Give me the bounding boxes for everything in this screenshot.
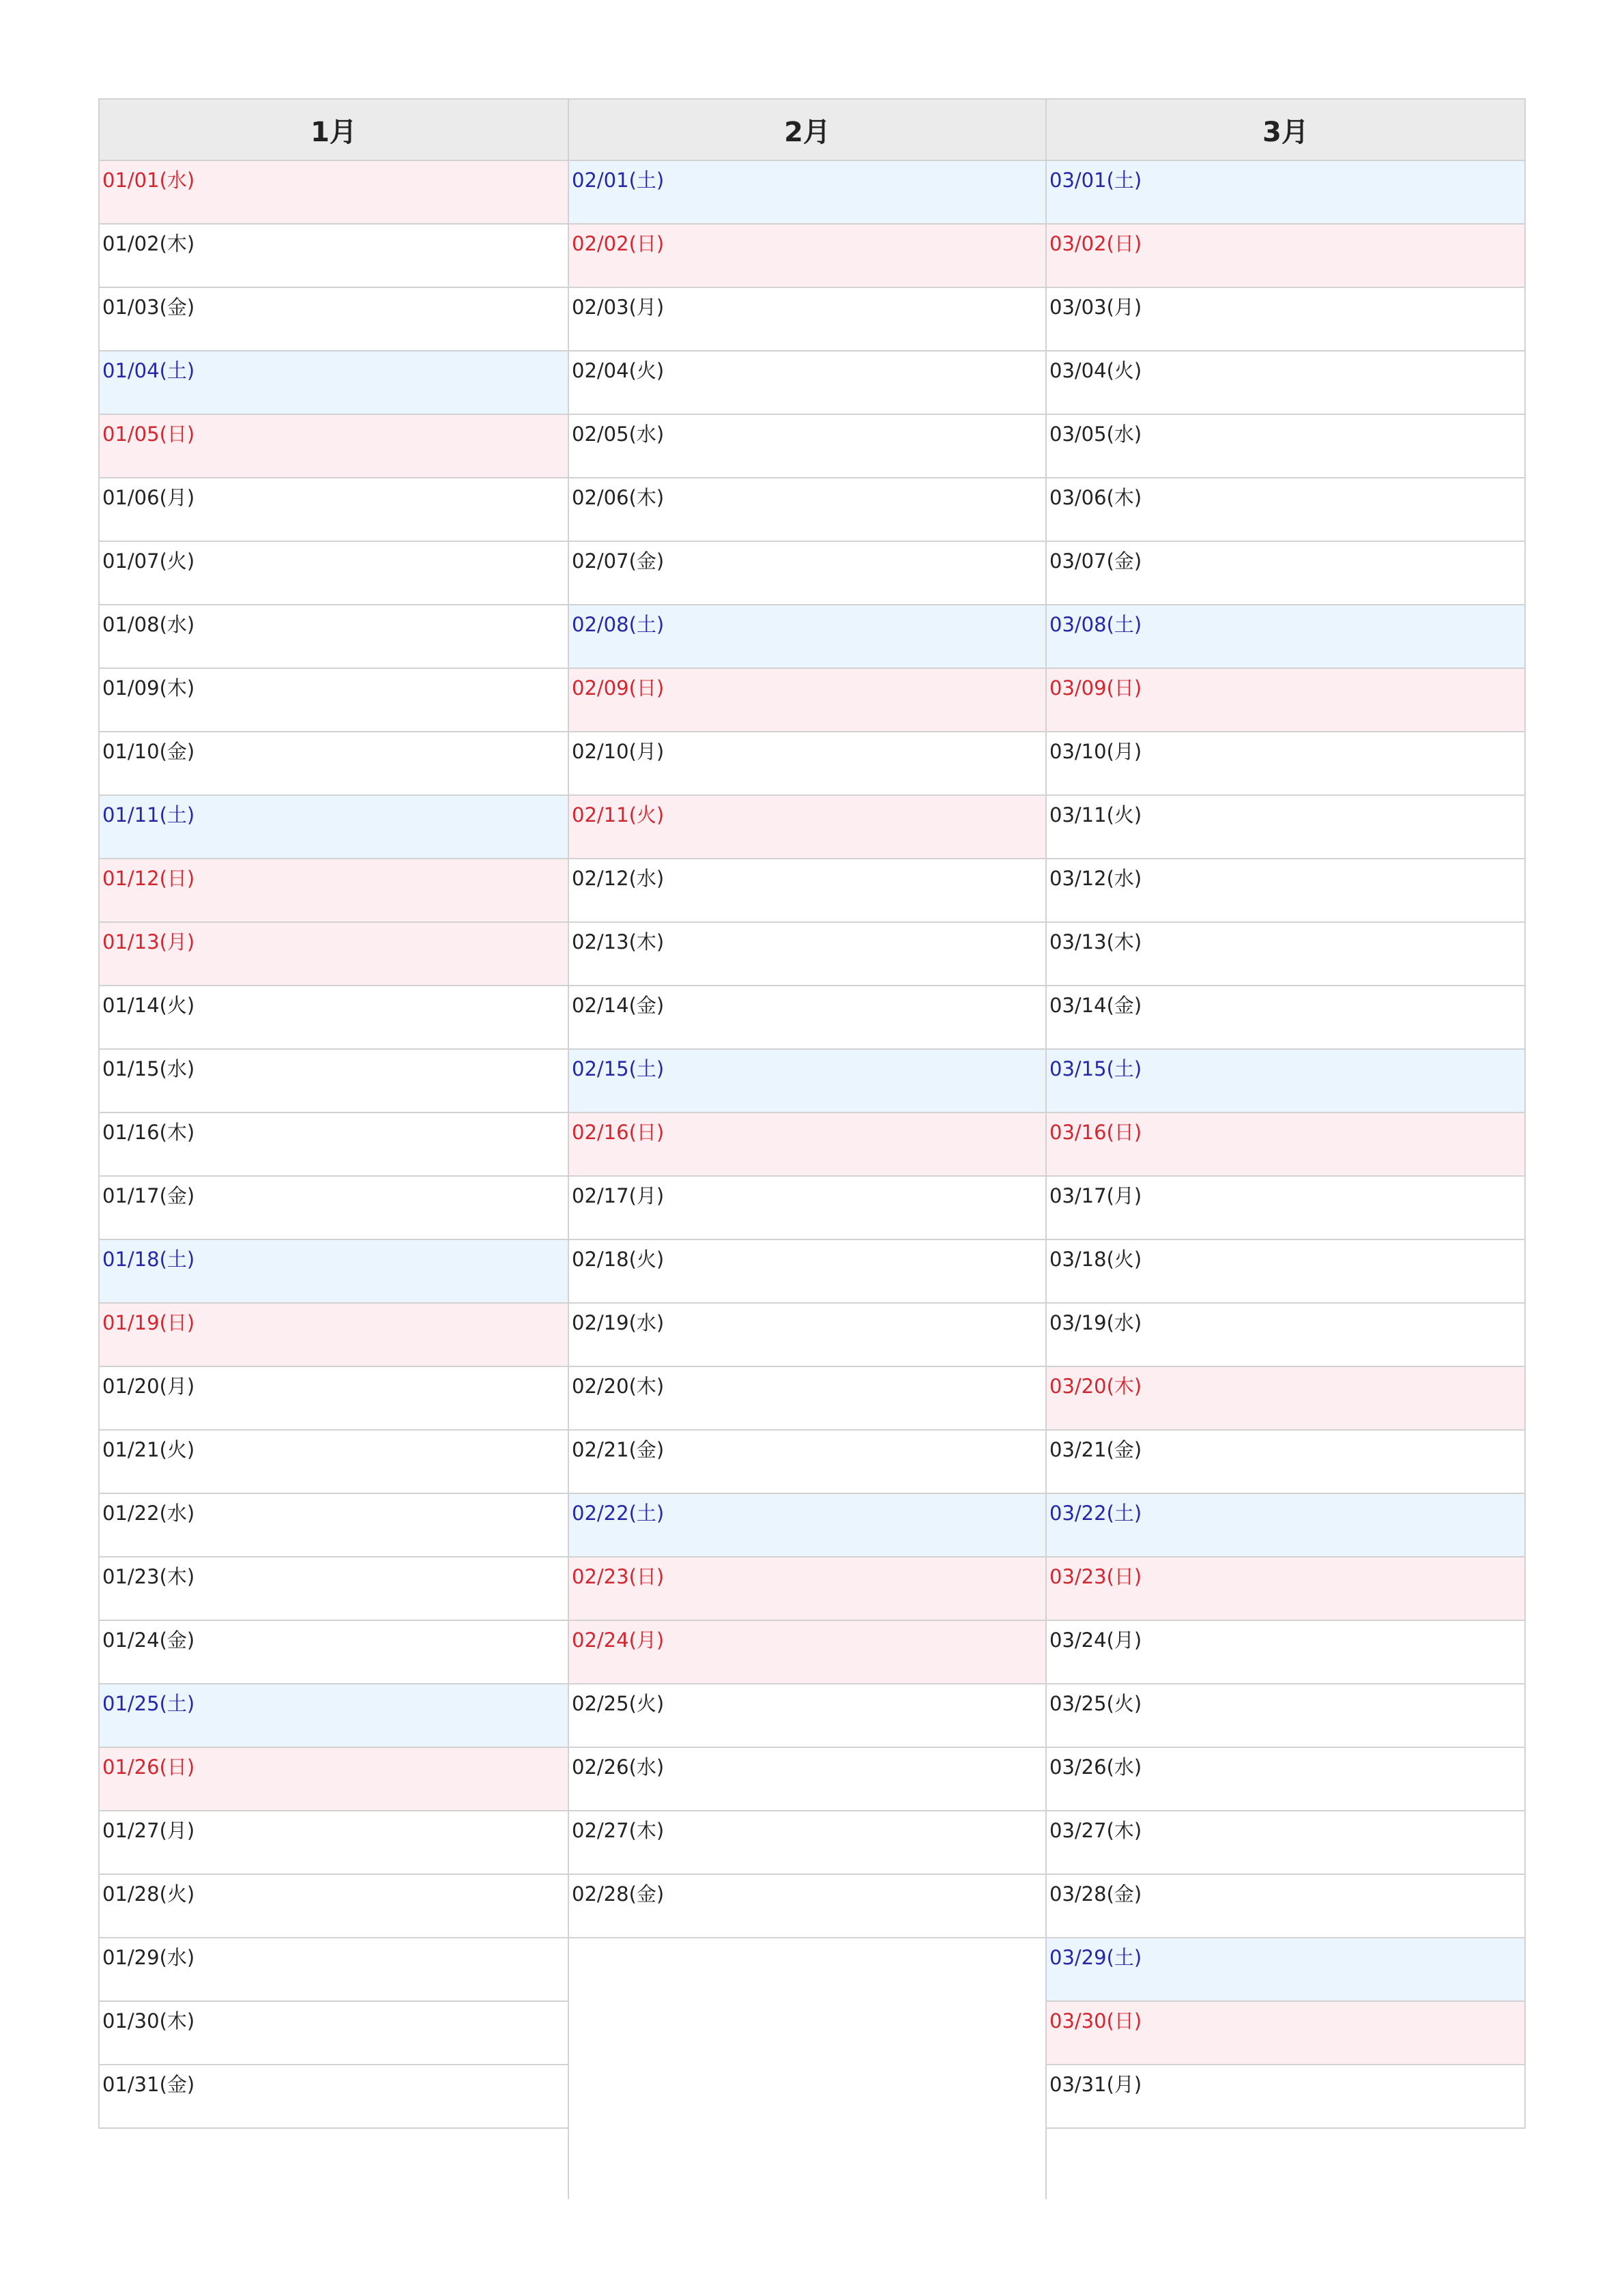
- day-cell: 01/01(水): [98, 161, 569, 225]
- day-cell: 03/29(土): [1047, 1938, 1526, 2002]
- day-cell: 01/10(金): [98, 732, 569, 796]
- day-cell: 02/09(日): [569, 669, 1047, 732]
- day-cell: 01/30(木): [98, 2002, 569, 2065]
- day-cell: 03/07(金): [1047, 542, 1526, 605]
- quarter-calendar: [98, 98, 1526, 2199]
- day-cell: 03/14(金): [1047, 986, 1526, 1050]
- month-header-mar: 3月: [1045, 98, 1526, 161]
- day-cell: 03/03(月): [1047, 288, 1526, 351]
- day-cell: 03/17(月): [1047, 1177, 1526, 1240]
- day-cell: 01/26(日): [98, 1748, 569, 1811]
- day-cell: 03/12(水): [1047, 859, 1526, 923]
- day-cell: 02/20(木): [569, 1367, 1047, 1431]
- day-cell: 03/24(月): [1047, 1621, 1526, 1684]
- day-cell: 01/31(金): [98, 2065, 569, 2129]
- day-cell: 01/15(水): [98, 1050, 569, 1113]
- day-cell: 03/21(金): [1047, 1431, 1526, 1494]
- day-cell: 01/29(水): [98, 1938, 569, 2002]
- day-cell: 01/28(火): [98, 1875, 569, 1938]
- day-cell: 01/16(木): [98, 1113, 569, 1177]
- month-column-jan: [98, 161, 569, 2199]
- day-cell: 01/19(日): [98, 1304, 569, 1367]
- day-cell: 01/11(土): [98, 796, 569, 859]
- day-cell: 03/27(木): [1047, 1811, 1526, 1875]
- day-cell: 02/16(日): [569, 1113, 1047, 1177]
- day-cell: 02/22(土): [569, 1494, 1047, 1558]
- month-column-mar: [1045, 161, 1526, 2199]
- day-cell: 03/16(日): [1047, 1113, 1526, 1177]
- day-cell: 02/01(土): [569, 161, 1047, 225]
- day-cell: 03/18(火): [1047, 1240, 1526, 1304]
- day-cell: 01/18(土): [98, 1240, 569, 1304]
- day-cell: 03/15(土): [1047, 1050, 1526, 1113]
- day-cell: 01/09(木): [98, 669, 569, 732]
- day-cell: 03/28(金): [1047, 1875, 1526, 1938]
- day-cell: 01/22(水): [98, 1494, 569, 1558]
- day-cell: 02/10(月): [569, 732, 1047, 796]
- day-cell: 02/24(月): [569, 1621, 1047, 1684]
- day-cell: 01/06(月): [98, 478, 569, 542]
- day-cell: 03/13(木): [1047, 923, 1526, 986]
- day-cell: 02/04(火): [569, 351, 1047, 415]
- month-header-feb: 2月: [568, 98, 1047, 161]
- day-cell: 03/22(土): [1047, 1494, 1526, 1558]
- day-cell: 02/12(水): [569, 859, 1047, 923]
- day-cell: 01/07(火): [98, 542, 569, 605]
- day-cell: 02/28(金): [569, 1875, 1047, 1938]
- day-cell: 01/05(日): [98, 415, 569, 478]
- day-cell: 02/27(木): [569, 1811, 1047, 1875]
- day-cell: 01/25(土): [98, 1684, 569, 1748]
- day-cell: 01/27(月): [98, 1811, 569, 1875]
- day-cell: 02/11(火): [569, 796, 1047, 859]
- day-cell: 03/02(日): [1047, 225, 1526, 288]
- day-cell: 01/08(水): [98, 605, 569, 669]
- day-cell: 01/13(月): [98, 923, 569, 986]
- day-cell: 03/23(日): [1047, 1558, 1526, 1621]
- day-cell: 03/20(木): [1047, 1367, 1526, 1431]
- day-cell: 02/23(日): [569, 1558, 1047, 1621]
- day-cell: 01/21(火): [98, 1431, 569, 1494]
- day-cell: 03/30(日): [1047, 2002, 1526, 2065]
- day-cell: 02/17(月): [569, 1177, 1047, 1240]
- day-cell: 02/25(火): [569, 1684, 1047, 1748]
- day-cell: 02/06(木): [569, 478, 1047, 542]
- day-cell: 02/02(日): [569, 225, 1047, 288]
- day-cell: 02/21(金): [569, 1431, 1047, 1494]
- day-cell: 03/19(水): [1047, 1304, 1526, 1367]
- day-cell: 03/09(日): [1047, 669, 1526, 732]
- day-cell: 01/03(金): [98, 288, 569, 351]
- day-cell: 03/04(火): [1047, 351, 1526, 415]
- day-cell: 03/11(火): [1047, 796, 1526, 859]
- day-cell: 02/18(火): [569, 1240, 1047, 1304]
- day-cell: 01/20(月): [98, 1367, 569, 1431]
- day-cell: 03/26(水): [1047, 1748, 1526, 1811]
- day-cell: 02/05(水): [569, 415, 1047, 478]
- day-cell: 03/25(火): [1047, 1684, 1526, 1748]
- month-header-jan: 1月: [98, 98, 569, 161]
- day-cell: 01/17(金): [98, 1177, 569, 1240]
- day-cell: 02/19(水): [569, 1304, 1047, 1367]
- day-cell: 03/31(月): [1047, 2065, 1526, 2129]
- day-cell: 02/26(水): [569, 1748, 1047, 1811]
- day-cell: 02/03(月): [569, 288, 1047, 351]
- day-cell: 01/12(日): [98, 859, 569, 923]
- day-cell: 02/08(土): [569, 605, 1047, 669]
- day-cell: 03/06(木): [1047, 478, 1526, 542]
- day-cell: 02/13(木): [569, 923, 1047, 986]
- day-cell: 02/14(金): [569, 986, 1047, 1050]
- day-cell: 01/14(火): [98, 986, 569, 1050]
- day-cell: 02/07(金): [569, 542, 1047, 605]
- day-cell: 01/04(土): [98, 351, 569, 415]
- day-cell: 03/05(水): [1047, 415, 1526, 478]
- month-column-feb: [568, 161, 1047, 2199]
- day-cell: 01/24(金): [98, 1621, 569, 1684]
- day-cell: 02/15(土): [569, 1050, 1047, 1113]
- day-cell: 03/01(土): [1047, 161, 1526, 225]
- day-cell: 01/23(木): [98, 1558, 569, 1621]
- day-cell: 03/10(月): [1047, 732, 1526, 796]
- day-cell: 01/02(木): [98, 225, 569, 288]
- day-cell: 03/08(土): [1047, 605, 1526, 669]
